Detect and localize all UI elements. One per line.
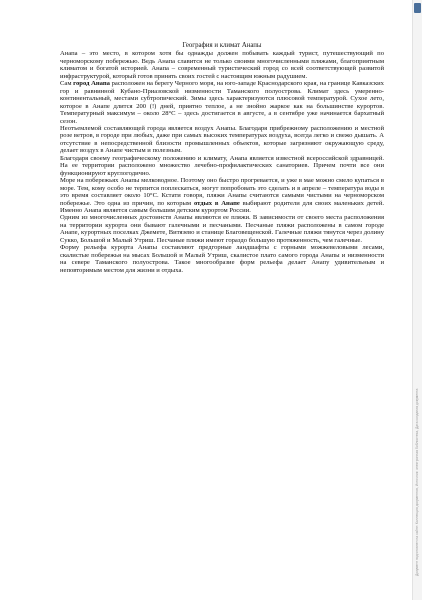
paragraph-text: Форму рельефа курорта Анапы составляют предгорные ландшафты с горными можжевеловыми лесами, скалистые побережья на мысах Большой и Малый Утриш, скалистое плато самого города Анапы и низменности на севере Таманского полуострова. Такое многообразие форм рельефа делает Анапу удивительным и неповторимым местом для жизни и отдыха. [60,244,384,274]
paragraph [60,125,384,155]
paragraph [60,80,384,125]
document-page [60,42,384,274]
paragraph [60,244,384,274]
paragraph-text: Неотъемлемой составляющей города является воздух Анапы. Благодаря прибрежному расположению и местной розе ветров, в городе при любых, даже при самых высоких температурах воздуха, всегда легко и свежо дышать. А отсутствие в непосредственной близости промышленных объектов, которые загрязняют окружающую среду, делает воздух в Анапе чистым и полезным. [60,124,384,155]
side-vertical-text: Документ подготовлен на сайте: Коллекция документов, Источник: электронная библиотека, Дата создания документа [415,388,419,576]
paragraph-text: выбирают родители для своих маленьких детей. Именно Анапа является самым большим детским курортом России. [60,199,384,214]
site-logo-icon [414,3,421,13]
document-body [60,50,384,274]
paragraph-text: расположен на берегу Черного моря, на юго-западе Краснодарского края, на границе Кавказских гор и равнинной Кубано-Приазовской низменности Таманского полуострова. Климат здесь умеренно-континентальный, местами субтропический. Зимы здесь характеризуются плюсовой температурой. Сухое лето, которое в Анапе длится 200 (!) дней, приятно теплое, а не знойно жаркое как на большинстве курортов. Температурный максимум – около 28°С – здесь достигается в августе, а в сентябре уже начинается бархатный сезон. [60,80,384,125]
paragraph-text: Море на побережьях Анапы мелководное. Поэтому оно быстро прогревается, и уже в мае можно смело купаться в море. Тем, кому особо не терпится поплескаться, могут попробовать это сделать и в апреле – температура воды в это время составляет около 10°С. Кстати говоря, пляжи Анапы считаются самыми чистыми на черноморском побережье. Это одна из причин, по которым [60,177,384,207]
paragraph-text: Благодаря своему географическому положению и климату, Анапа является известной всероссийской здравницей. На ее территории расположено множество лечебно-профилактических санаториев. Причем почти все они функционируют круглогодично. [60,154,384,177]
bold-term: город Анапа [73,80,110,88]
paragraph-text: Анапа – это место, в котором хотя бы однажды должен побывать каждый турист, путешествующий по черноморскому побережью. Ведь Анапа славится не только своими многочисленными пляжами, благоприятным климатом и богатой историей. Анапа – современный туристический город со всей соответствующей развитой инфраструктурой, который готов принять своих гостей с настоящим южным радушием. [60,50,384,80]
paragraph [60,50,384,80]
paragraph [60,155,384,177]
paragraph-text: Одним из многочисленных достоинств Анапы являются ее пляжи. В зависимости от своего места расположения на территории курорта они бывают галечными и песчаными. Песчаные пляжи расположены в самом городе Анапе, курортных поселках Джемете, Витязево и станице Благовещенской. Галечные пляжи тянутся через долину Сукко, Большой и Малый Утриш. Песчаные пляжи имеют гораздо большую протяженность, чем галечные. [60,214,384,244]
document-title: География и климат Анапы [182,42,262,49]
paragraph-text: Сам [60,80,74,88]
bold-term: отдых в Анапе [193,199,240,207]
paragraph [60,214,384,244]
paragraph [60,177,384,214]
